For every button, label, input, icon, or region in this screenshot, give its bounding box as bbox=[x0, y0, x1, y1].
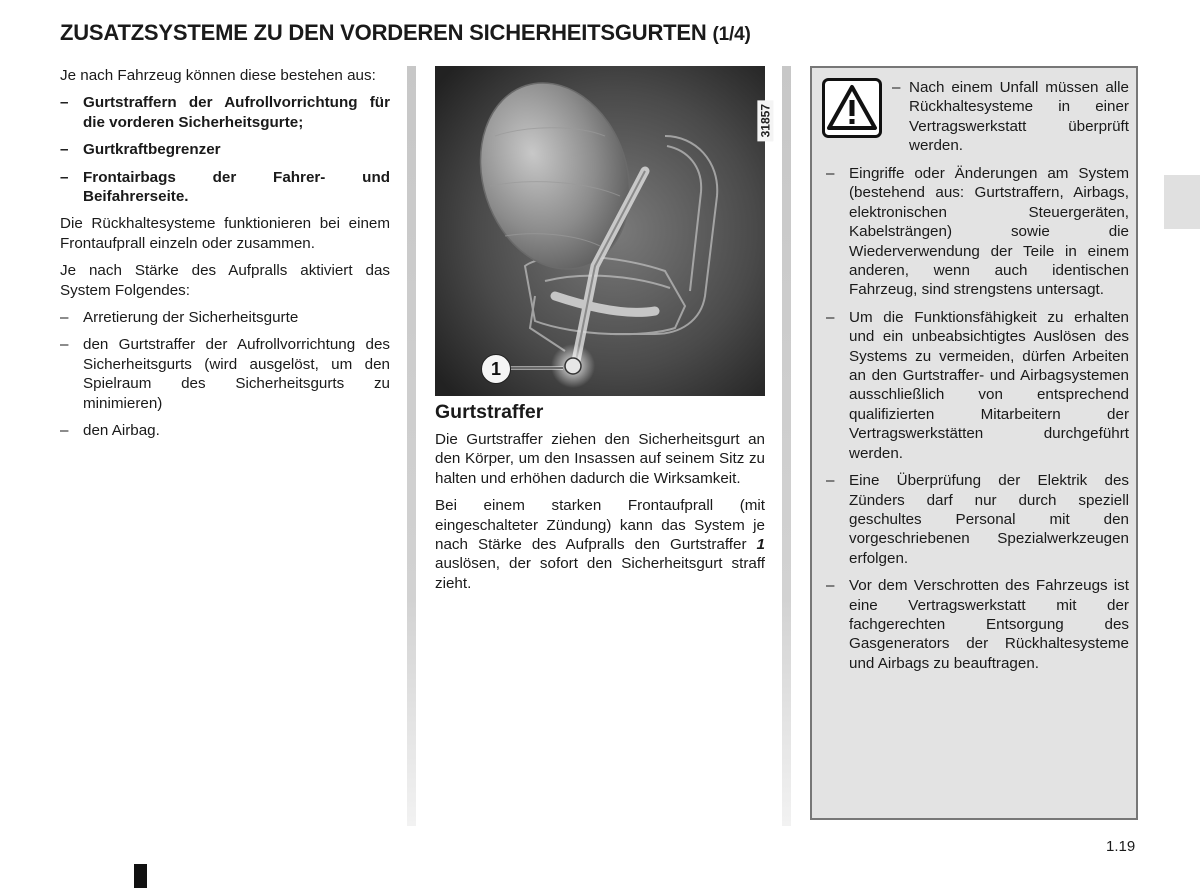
list-item: – den Airbag. bbox=[60, 421, 390, 440]
paragraph bbox=[435, 496, 765, 593]
dash-marker: – bbox=[892, 79, 901, 96]
page-title-part: (1/4) bbox=[712, 24, 751, 45]
activations-list bbox=[60, 308, 390, 440]
warning-triangle-icon bbox=[822, 78, 882, 138]
airbag-seat-drawing bbox=[435, 66, 765, 396]
paragraph-text: Bei einem starken Frontaufprall (mit eingeschalteter Zündung) kann das System je nach Stärke des Aufpralls den Gurtstraffer bbox=[435, 497, 765, 554]
reference-number: 1 bbox=[756, 536, 765, 554]
paragraph: Die Rückhaltesysteme funktionieren bei einem Frontaufprall einzeln oder zusammen. bbox=[60, 215, 390, 252]
warning-first-item bbox=[892, 78, 1129, 156]
seat-airbag-illustration bbox=[435, 66, 772, 396]
warning-list bbox=[826, 164, 1129, 681]
paragraph-text: auslösen, der sofort den Sicherheitsgurt straff zieht. bbox=[435, 555, 765, 592]
list-item: – Eine Überprüfung der Elektrik des Zünders darf nur durch speziell geschultes Personal mit den vorgeschriebenen Spezialwerkzeugen erfolgen. bbox=[826, 471, 1129, 568]
list-item: – Arretierung der Sicherheitsgurte bbox=[60, 308, 390, 327]
list-item: – den Gurtstraffer der Aufrollvorrichtung des Sicherheitsgurts (wird ausgelöst, um den Spielraum des Sicherheitsgurts zu minimieren) bbox=[60, 335, 390, 413]
warning-box bbox=[810, 66, 1138, 820]
paragraph: Je nach Stärke des Aufpralls aktiviert das System Folgendes: bbox=[60, 262, 390, 299]
paragraph: Die Gurtstraffer ziehen den Sicherheitsgurt an den Körper, um den Insassen auf seinem Sitz zu halten und erhöhen dadurch die Wirksamkeit. bbox=[435, 431, 765, 487]
column-divider bbox=[407, 66, 416, 826]
list-item: – Gurtkraftbegrenzer bbox=[60, 140, 390, 159]
list-item: – Vor dem Verschrotten des Fahrzeugs ist eine Vertragswerkstatt mit der fachgerechten Entsorgung des Gasgenerators der Rückhaltesysteme und Airbags zu beauftragen. bbox=[826, 576, 1129, 673]
page-number: 1.19 bbox=[1106, 838, 1136, 855]
callout-number: 1 bbox=[481, 354, 511, 384]
list-item: – Frontairbags der Fahrer- und Beifahrerseite. bbox=[60, 168, 390, 207]
page-title-main: ZUSATZSYSTEME ZU DEN VORDEREN SICHERHEITSGURTEN bbox=[60, 20, 707, 45]
list-item: – Eingriffe oder Änderungen am System (bestehend aus: Gurtstraffern, Airbags, elektronischen Steuergeräten, Kabelsträngen) sowie die Wiederverwendung der Teile in einem anderen, wenn auch identischen Fahrzeug, sind strengstens untersagt. bbox=[826, 164, 1129, 300]
page-title bbox=[60, 20, 960, 46]
section-heading: Gurtstraffer bbox=[435, 401, 544, 423]
figure-code: 31857 bbox=[757, 100, 773, 141]
print-mark bbox=[134, 864, 147, 888]
intro-text: Je nach Fahrzeug können diese bestehen aus: bbox=[60, 67, 376, 84]
left-column bbox=[60, 66, 390, 449]
chapter-tab bbox=[1164, 175, 1200, 229]
systems-list bbox=[60, 93, 390, 206]
column-divider bbox=[782, 66, 791, 826]
list-item: – Um die Funktionsfähigkeit zu erhalten und ein unbeabsichtigtes Auslösen des Systems zu vermeiden, dürfen Arbeiten an den Gurtstraffer- und Airbagsystemen ausschließlich von entsprechend qualifizierten Mitarbeitern der Vertragswerkstätten durchgeführt werden. bbox=[826, 308, 1129, 463]
warning-text: Nach einem Unfall müssen alle Rückhaltesysteme in einer Vertragswerkstatt überprüft werden. bbox=[909, 79, 1129, 155]
middle-column bbox=[435, 430, 765, 601]
list-item: – Gurtstraffern der Aufrollvorrichtung für die vorderen Sicherheitsgurte; bbox=[60, 93, 390, 132]
